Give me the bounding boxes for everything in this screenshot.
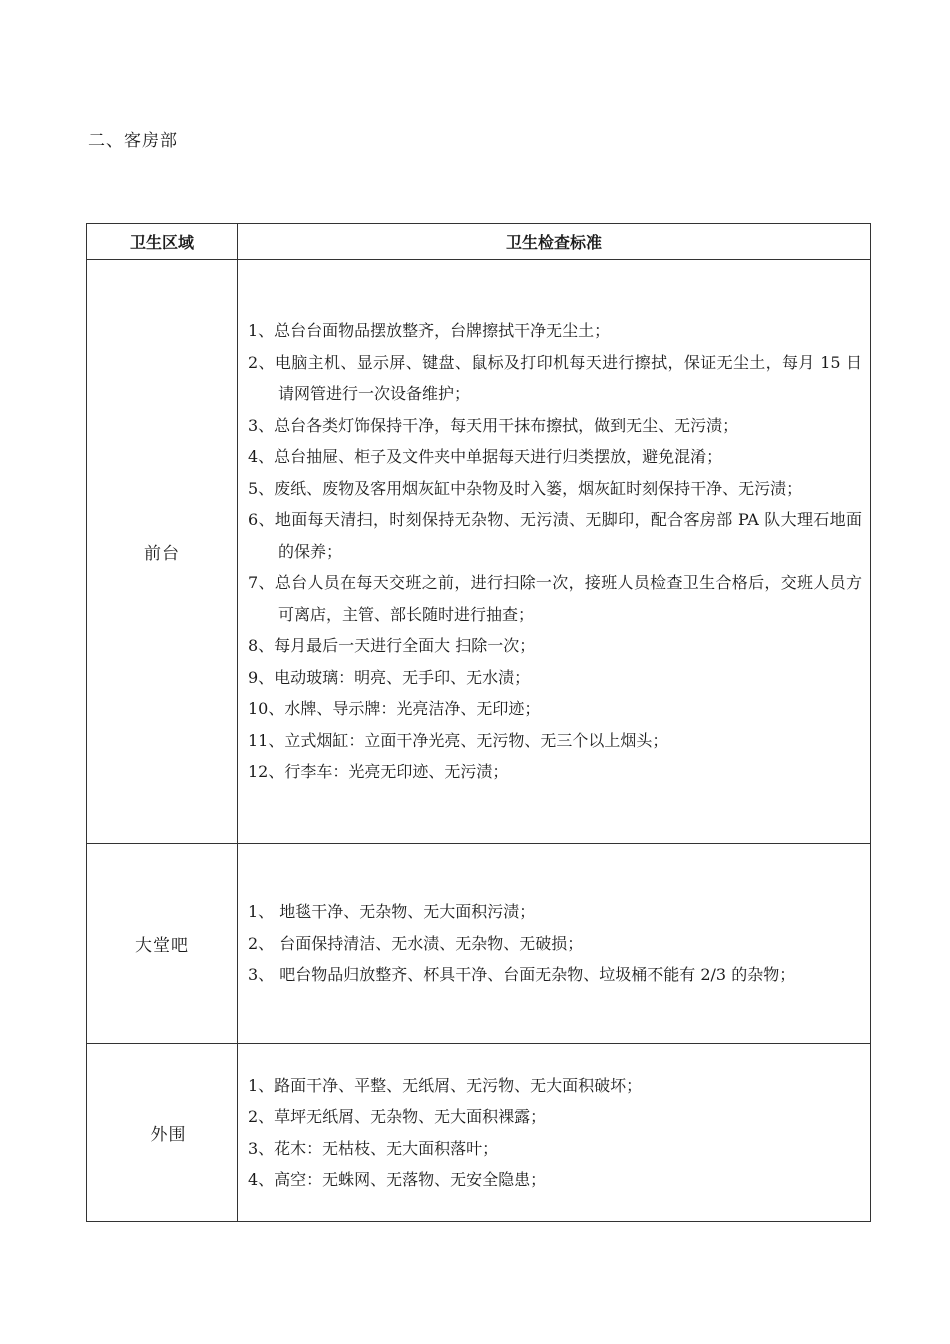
standard-item: 12、行李车：光亮无印迹、无污渍；: [248, 762, 509, 782]
standards-cell-lobby-bar: [238, 844, 871, 1044]
header-area: 卫生区域: [87, 224, 238, 260]
hygiene-standards-table: [86, 223, 871, 1222]
standards-list: [248, 315, 862, 788]
area-cell-lobby-bar: 大堂吧: [87, 844, 238, 1044]
standard-item: 3、总台各类灯饰保持干净，每天用干抹布擦拭，做到无尘、无污渍；: [248, 415, 739, 435]
standard-item: 11、立式烟缸：立面干净光亮、无污物、无三个以上烟头；: [248, 730, 669, 750]
standard-item: 4、高空：无蛛网、无落物、无安全隐患；: [248, 1170, 547, 1189]
standard-item: 3、花木：无枯枝、无大面积落叶；: [248, 1138, 499, 1158]
standard-item: 8、每月最后一天进行全面大 扫除一次；: [248, 636, 536, 656]
standards-list: [248, 1070, 862, 1196]
standards-cell-exterior: [238, 1044, 871, 1222]
area-cell-front-desk: 前台: [87, 260, 238, 844]
standard-item: 5、废纸、废物及客用烟灰缸中杂物及时入篓，烟灰缸时刻保持干净、无污渍；: [248, 478, 803, 498]
standard-item: 9、电动玻璃：明亮、无手印、无水渍；: [248, 667, 531, 687]
standard-item: 3、 吧台物品归放整齐、杯具干净、台面无杂物、垃圾桶不能有 2/3 的杂物；: [248, 965, 796, 985]
area-cell-exterior: 外围: [87, 1044, 238, 1222]
standard-item: 6、地面每天清扫，时刻保持无杂物、无污渍、无脚印，配合客房部 PA 队大理石地面的保养；: [248, 510, 862, 561]
standard-item: 4、总台抽屉、柜子及文件夹中单据每天进行归类摆放，避免混淆；: [248, 447, 723, 467]
header-standard: 卫生检查标准: [238, 224, 871, 260]
table-row: [87, 260, 871, 844]
table-row: [87, 1044, 871, 1222]
standard-item: 1、 地毯干净、无杂物、无大面积污渍；: [248, 902, 536, 922]
table-row: [87, 844, 871, 1044]
standard-item: 1、路面干净、平整、无纸屑、无污物、无大面积破坏；: [248, 1075, 643, 1095]
standard-item: 2、草坪无纸屑、无杂物、无大面积裸露；: [248, 1107, 547, 1126]
table-header-row: [87, 224, 871, 260]
standards-list: [248, 896, 862, 991]
section-heading: 二、客房部: [88, 131, 178, 151]
standard-item: 2、电脑主机、显示屏、键盘、鼠标及打印机每天进行擦拭，保证无尘土，每月 15 日请网管进行一次设备维护；: [248, 352, 862, 404]
standard-item: 1、总台台面物品摆放整齐，台牌擦拭干净无尘土；: [248, 321, 611, 341]
standard-item: 2、 台面保持清洁、无水渍、无杂物、无破损；: [248, 933, 584, 953]
standard-item: 7、总台人员在每天交班之前，进行扫除一次，接班人员检查卫生合格后，交班人员方可离店，主管、部长随时进行抽查；: [248, 573, 862, 624]
standard-item: 10、水牌、导示牌：光亮洁净、无印迹；: [248, 699, 541, 719]
standards-cell-front-desk: [238, 260, 871, 844]
